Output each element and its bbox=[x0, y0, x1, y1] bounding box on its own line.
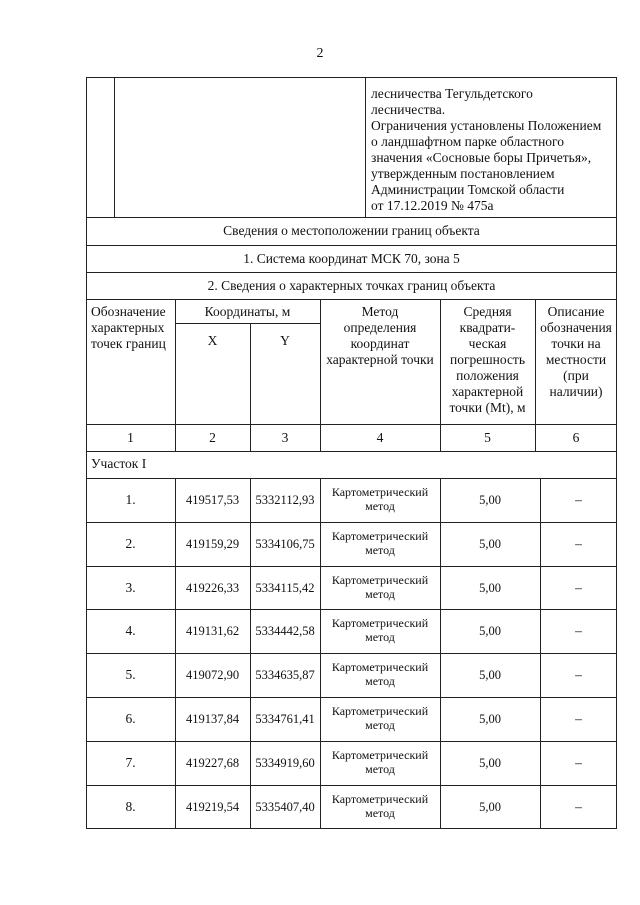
row-divider bbox=[440, 785, 441, 829]
row-description: – bbox=[575, 535, 582, 551]
top-block-line: лесничества. bbox=[371, 102, 446, 117]
row-divider bbox=[250, 653, 251, 697]
row-divider bbox=[320, 609, 321, 653]
row-error: 5,00 bbox=[479, 799, 501, 814]
row-divider bbox=[250, 478, 251, 522]
row-x: 419159,29 bbox=[185, 536, 240, 551]
row-method bbox=[320, 704, 440, 732]
row-error: 5,00 bbox=[479, 580, 501, 595]
row-description: – bbox=[575, 710, 582, 726]
row-description: – bbox=[575, 491, 582, 507]
row-method-line: метод bbox=[365, 498, 395, 513]
col-number-divider bbox=[320, 424, 321, 451]
top-block-line: Администрации Томской области bbox=[371, 182, 565, 197]
top-block-divider-1 bbox=[114, 77, 115, 217]
row-divider bbox=[440, 741, 441, 785]
row-method-line: Картометрический bbox=[331, 791, 429, 806]
coords-divider bbox=[175, 323, 320, 324]
row-separator bbox=[86, 653, 617, 654]
row-method-line: Картометрический bbox=[331, 484, 429, 499]
row-method bbox=[320, 792, 440, 820]
row-divider bbox=[320, 653, 321, 697]
header-x: X bbox=[207, 333, 218, 348]
row-method-line: метод bbox=[365, 717, 395, 732]
header-method-line: координат bbox=[350, 336, 410, 351]
row-divider bbox=[440, 566, 441, 610]
header-description bbox=[535, 304, 617, 400]
header-description-line: точки на bbox=[551, 336, 601, 351]
section-system: 1. Система координат МСК 70, зона 5 bbox=[243, 251, 460, 266]
row-method bbox=[320, 485, 440, 513]
row-divider bbox=[175, 478, 176, 522]
row-separator bbox=[86, 741, 617, 742]
row-divider bbox=[540, 478, 541, 522]
hline-2 bbox=[86, 245, 617, 246]
hline-7 bbox=[86, 478, 617, 479]
header-description-line: (при bbox=[563, 368, 589, 383]
top-block-line: от 17.12.2019 № 475а bbox=[371, 198, 494, 213]
row-divider bbox=[175, 697, 176, 741]
row-method-line: Картометрический bbox=[331, 572, 429, 587]
header-description-line: обозначения bbox=[540, 320, 612, 335]
col-number: 6 bbox=[572, 430, 580, 445]
hline-6 bbox=[86, 451, 617, 452]
row-divider bbox=[250, 522, 251, 566]
header-designation-line: точек границ bbox=[91, 336, 166, 351]
header-method-line: Метод bbox=[361, 304, 399, 319]
row-y: 5334635,87 bbox=[255, 668, 315, 683]
header-method-line: характерной точки bbox=[326, 352, 434, 367]
top-block-divider-2 bbox=[365, 77, 366, 217]
row-divider bbox=[440, 478, 441, 522]
row-divider bbox=[320, 697, 321, 741]
header-method-line: определения bbox=[343, 320, 417, 335]
row-description: – bbox=[575, 579, 582, 595]
row-divider bbox=[250, 697, 251, 741]
row-y: 5335407,40 bbox=[255, 799, 315, 814]
row-divider bbox=[320, 478, 321, 522]
hline-4 bbox=[86, 299, 617, 300]
section-location: Сведения о местоположении границ объекта bbox=[223, 223, 480, 238]
row-method bbox=[320, 529, 440, 557]
row-error: 5,00 bbox=[479, 536, 501, 551]
row-divider bbox=[440, 609, 441, 653]
col-number: 5 bbox=[484, 430, 491, 445]
parcel-label: Участок I bbox=[91, 456, 147, 471]
col-number: 3 bbox=[281, 430, 289, 445]
header-y: Y bbox=[280, 333, 290, 348]
header-description-line: местности bbox=[545, 352, 607, 367]
row-divider bbox=[440, 697, 441, 741]
col-number: 1 bbox=[127, 430, 134, 445]
row-error: 5,00 bbox=[479, 668, 501, 683]
row-y: 5334442,58 bbox=[255, 624, 315, 639]
row-method-line: метод bbox=[365, 542, 395, 557]
row-method-line: Картометрический bbox=[331, 747, 429, 762]
row-method bbox=[320, 616, 440, 644]
section-points: 2. Сведения о характерных точках границ объекта bbox=[207, 278, 496, 293]
page-number: 2 bbox=[316, 46, 324, 61]
row-divider bbox=[250, 566, 251, 610]
top-block-line: лесничества Тегульдетского bbox=[371, 86, 533, 101]
header-designation-line: Обозначение bbox=[91, 304, 166, 319]
row-number: 8. bbox=[125, 798, 136, 814]
row-number: 1. bbox=[125, 491, 136, 507]
row-method bbox=[320, 748, 440, 776]
row-y: 5332112,93 bbox=[255, 492, 315, 507]
header-error-line: квадрати- bbox=[459, 320, 516, 335]
row-x: 419131,62 bbox=[185, 624, 240, 639]
row-divider bbox=[540, 522, 541, 566]
row-divider bbox=[320, 522, 321, 566]
top-block-text bbox=[371, 86, 616, 214]
row-error: 5,00 bbox=[479, 624, 501, 639]
row-divider bbox=[175, 741, 176, 785]
row-method bbox=[320, 573, 440, 601]
row-method-line: метод bbox=[365, 630, 395, 645]
row-y: 5334919,60 bbox=[255, 755, 315, 770]
header-error-line: положения bbox=[456, 368, 519, 383]
header-method bbox=[320, 304, 440, 368]
col-number: 4 bbox=[376, 430, 384, 445]
row-separator bbox=[86, 785, 617, 786]
row-x: 419227,68 bbox=[185, 755, 240, 770]
row-method-line: Картометрический bbox=[331, 616, 429, 631]
row-y: 5334761,41 bbox=[255, 711, 315, 726]
row-separator bbox=[86, 609, 617, 610]
row-error: 5,00 bbox=[479, 711, 501, 726]
row-divider bbox=[540, 653, 541, 697]
header-description-line: наличии) bbox=[549, 384, 603, 399]
row-divider bbox=[250, 785, 251, 829]
row-x: 419137,84 bbox=[185, 711, 240, 726]
top-block-line: значения «Сосновые боры Причетья», bbox=[371, 150, 592, 165]
row-divider bbox=[320, 785, 321, 829]
hline-1 bbox=[86, 217, 617, 218]
row-x: 419517,53 bbox=[185, 492, 240, 507]
row-number: 3. bbox=[125, 579, 136, 595]
row-x: 419072,90 bbox=[185, 668, 240, 683]
hline-5 bbox=[86, 424, 617, 425]
row-number: 5. bbox=[125, 667, 136, 683]
header-error bbox=[440, 304, 535, 416]
row-divider bbox=[540, 609, 541, 653]
header-designation bbox=[91, 304, 175, 352]
col-number-divider bbox=[535, 424, 536, 451]
top-block-line: Ограничения установлены Положением bbox=[371, 118, 602, 133]
row-number: 6. bbox=[125, 710, 136, 726]
header-description-line: Описание bbox=[547, 304, 605, 319]
row-divider bbox=[440, 653, 441, 697]
row-divider bbox=[250, 741, 251, 785]
row-divider bbox=[175, 653, 176, 697]
hline-3 bbox=[86, 272, 617, 273]
row-divider bbox=[440, 522, 441, 566]
header-error-line: Средняя bbox=[463, 304, 512, 319]
header-error-line: точки (Mt), м bbox=[449, 400, 526, 415]
row-divider bbox=[320, 566, 321, 610]
row-divider bbox=[540, 741, 541, 785]
row-divider bbox=[175, 785, 176, 829]
row-description: – bbox=[575, 754, 582, 770]
header-error-line: ческая bbox=[468, 336, 507, 351]
row-number: 4. bbox=[125, 623, 136, 639]
row-divider bbox=[175, 609, 176, 653]
row-description: – bbox=[575, 798, 582, 814]
row-divider bbox=[175, 566, 176, 610]
row-divider bbox=[320, 741, 321, 785]
row-method-line: метод bbox=[365, 761, 395, 776]
row-separator bbox=[86, 566, 617, 567]
row-divider bbox=[175, 522, 176, 566]
row-separator bbox=[86, 522, 617, 523]
header-designation-line: характерных bbox=[91, 320, 165, 335]
row-divider bbox=[540, 785, 541, 829]
header-coords: Координаты, м bbox=[204, 304, 291, 319]
top-block-line: о ландшафтном парке областного bbox=[371, 134, 565, 149]
row-error: 5,00 bbox=[479, 755, 501, 770]
row-x: 419226,33 bbox=[185, 580, 240, 595]
row-description: – bbox=[575, 623, 582, 639]
top-block-line: утвержденным постановлением bbox=[371, 166, 555, 181]
row-x: 419219,54 bbox=[185, 799, 240, 814]
row-method-line: Картометрический bbox=[331, 660, 429, 675]
row-y: 5334115,42 bbox=[255, 580, 315, 595]
row-method-line: метод bbox=[365, 586, 395, 601]
col-number-divider bbox=[440, 424, 441, 451]
header-error-line: характерной bbox=[451, 384, 524, 399]
row-y: 5334106,75 bbox=[255, 536, 315, 551]
row-divider bbox=[540, 697, 541, 741]
row-method-line: Картометрический bbox=[331, 703, 429, 718]
row-method-line: метод bbox=[365, 674, 395, 689]
col-number: 2 bbox=[209, 430, 216, 445]
row-number: 2. bbox=[125, 535, 136, 551]
row-error: 5,00 bbox=[479, 492, 501, 507]
col-number-divider bbox=[250, 424, 251, 451]
row-method-line: метод bbox=[365, 805, 395, 820]
col-number-divider bbox=[175, 424, 176, 451]
row-divider bbox=[250, 609, 251, 653]
row-method bbox=[320, 660, 440, 688]
header-error-line: погрешность bbox=[449, 352, 525, 367]
row-number: 7. bbox=[125, 754, 136, 770]
row-divider bbox=[540, 566, 541, 610]
row-method-line: Картометрический bbox=[331, 528, 429, 543]
row-description: – bbox=[575, 667, 582, 683]
row-separator bbox=[86, 697, 617, 698]
